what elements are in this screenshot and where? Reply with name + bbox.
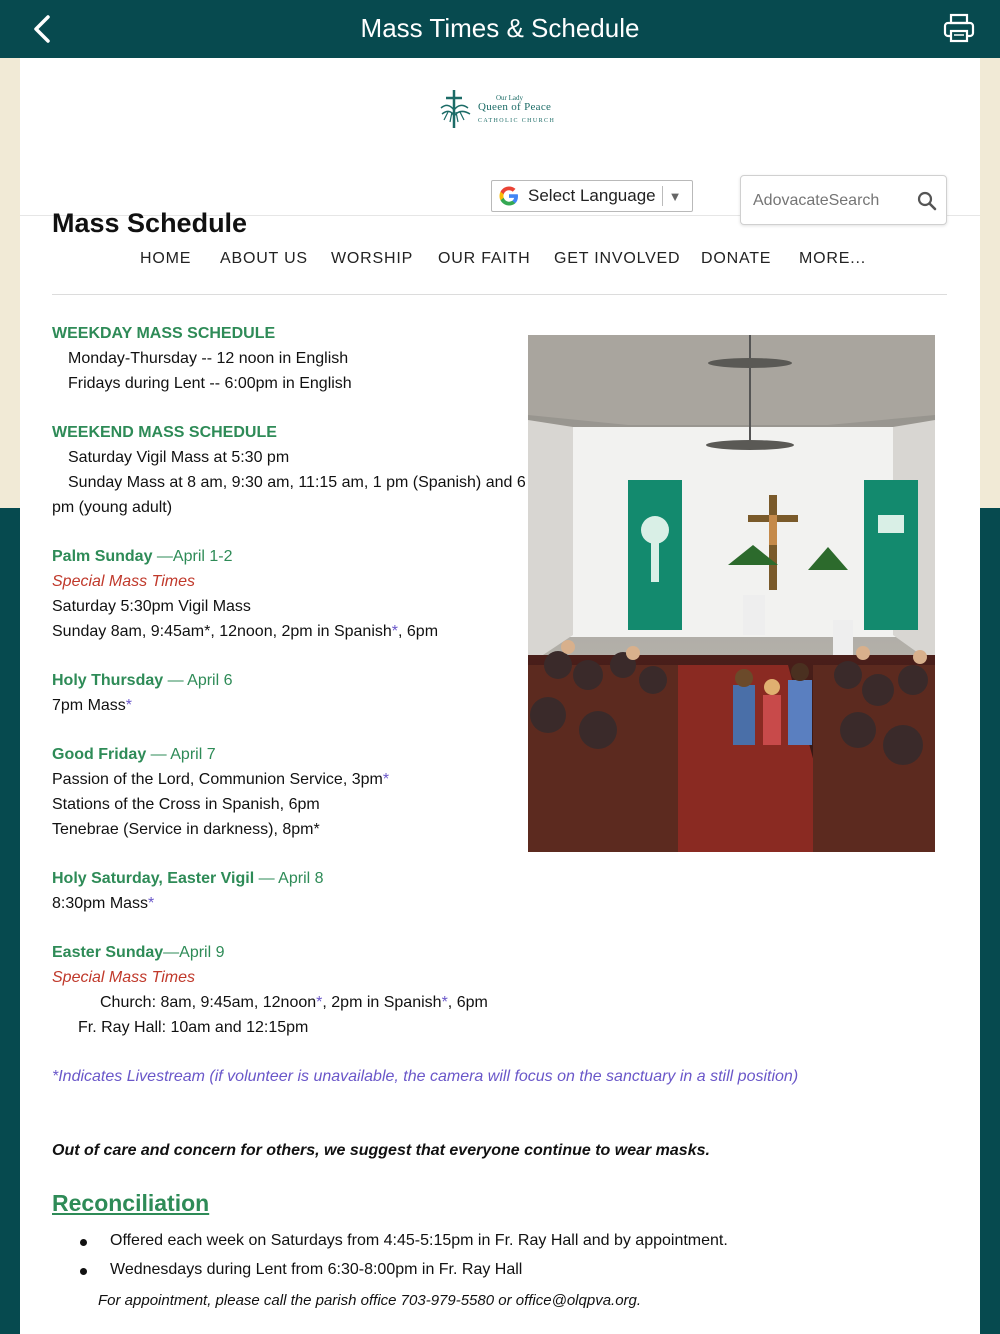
cross-logo-icon [438, 88, 478, 132]
app-header [0, 0, 1000, 58]
livestream-note: *Indicates Livestream (if volunteer is unavailable, the camera will focus on the sanctuary in a still position) [52, 1068, 799, 1085]
language-select[interactable] [491, 180, 693, 212]
holy-thursday-date: — April 6 [163, 672, 233, 689]
palm-sunday-date: —April 1-2 [152, 548, 233, 565]
reconciliation-heading[interactable]: Reconciliation [52, 1190, 210, 1216]
good-friday-title: Good Friday [52, 746, 147, 763]
main-nav [20, 250, 980, 274]
easter-special: Special Mass Times [52, 969, 196, 986]
palm-sunday-line-2a: Sunday 8am, 9:45am*, 12noon, 2pm in Spanish [52, 623, 392, 640]
easter-hall-line: Fr. Ray Hall: 10am and 12:15pm [78, 1019, 309, 1036]
good-friday-line-1 [52, 770, 389, 790]
holy-thursday-heading [52, 671, 233, 691]
reconciliation-item-text: Wednesdays during Lent from 6:30-8:00pm in Fr. Ray Hall [110, 1261, 523, 1278]
holy-thursday-line-1 [52, 696, 132, 716]
nav-home[interactable]: HOME [140, 250, 192, 267]
holy-saturday-title: Holy Saturday, Easter Vigil [52, 870, 255, 887]
nav-more[interactable]: MORE... [799, 250, 866, 267]
logo-line-3: CATHOLIC CHURCH [478, 118, 556, 124]
nav-worship[interactable]: WORSHIP [331, 250, 414, 267]
good-friday-heading [52, 745, 216, 765]
good-friday-line-2: Stations of the Cross in Spanish, 6pm [52, 796, 320, 813]
reconciliation-item-text: Offered each week on Saturdays from 4:45-5:15pm in Fr. Ray Hall and by appointment. [110, 1232, 728, 1249]
weekday-line-1: Monday-Thursday -- 12 noon in English [68, 350, 349, 367]
weekend-line-1: Saturday Vigil Mass at 5:30 pm [68, 449, 290, 466]
good-friday-service: Passion of the Lord, Communion Service, 3pm [52, 771, 383, 788]
holy-saturday-mass: 8:30pm Mass [52, 895, 149, 912]
holy-saturday-line-1 [52, 894, 154, 914]
church-logo[interactable] [438, 88, 568, 132]
easter-title: Easter Sunday [52, 944, 164, 961]
holy-saturday-heading [52, 869, 324, 889]
weekend-line-3: pm (young adult) [52, 499, 173, 516]
easter-church-c: , 6pm [447, 994, 488, 1011]
livestream-star: * [441, 994, 448, 1011]
reconciliation-item [82, 1232, 728, 1250]
appointment-note: For appointment, please call the parish office 703-979-5580 or office@olqpva.org. [98, 1292, 642, 1309]
reconciliation-item [82, 1261, 522, 1279]
holy-thursday-title: Holy Thursday [52, 672, 164, 689]
church-interior-photo [528, 335, 935, 852]
nav-donate[interactable]: DONATE [701, 250, 772, 267]
livestream-star: * [382, 771, 390, 788]
easter-heading [52, 943, 225, 963]
nav-get-involved[interactable]: GET INVOLVED [554, 250, 681, 267]
livestream-star: * [148, 895, 155, 912]
palm-sunday-title: Palm Sunday [52, 548, 153, 565]
weekend-heading: WEEKEND MASS SCHEDULE [52, 424, 277, 441]
palm-sunday-special: Special Mass Times [52, 573, 196, 590]
bullet [80, 1239, 87, 1246]
nav-divider [52, 294, 947, 295]
masks-note: Out of care and concern for others, we suggest that everyone continue to wear masks. [52, 1142, 710, 1159]
easter-church-line [100, 993, 488, 1013]
livestream-star: * [316, 994, 323, 1011]
palm-sunday-heading [52, 547, 233, 567]
search-icon[interactable] [916, 190, 938, 212]
app-title: Mass Times & Schedule [360, 13, 640, 43]
easter-church-b: , 2pm in Spanish [322, 994, 442, 1011]
google-g-icon [496, 183, 522, 209]
dropdown-arrow-icon: ▼ [668, 188, 682, 204]
easter-church-a: Church: 8am, 9:45am, 12noon [100, 994, 317, 1011]
search-input[interactable] [753, 188, 911, 214]
easter-date: —April 9 [163, 944, 225, 961]
holy-thursday-mass: 7pm Mass [52, 697, 126, 714]
printer-icon[interactable] [942, 11, 976, 45]
good-friday-date: — April 7 [146, 746, 216, 763]
web-page [20, 58, 980, 1334]
logo-line-2: Queen of Peace [478, 101, 552, 113]
bullet [80, 1268, 87, 1275]
weekday-heading: WEEKDAY MASS SCHEDULE [52, 325, 276, 342]
weekend-line-2: Sunday Mass at 8 am, 9:30 am, 11:15 am, 1 pm (Spanish) and 6 [68, 474, 526, 491]
palm-sunday-line-2 [52, 622, 438, 642]
nav-about-us[interactable]: ABOUT US [220, 250, 308, 267]
search-box [740, 175, 947, 225]
livestream-star: * [391, 623, 399, 640]
page-title: Mass Schedule [52, 208, 248, 238]
language-select-separator [662, 186, 663, 206]
nav-our-faith[interactable]: OUR FAITH [438, 250, 531, 267]
logo-line-1: Our Lady [496, 94, 524, 102]
palm-sunday-line-2b: , 6pm [398, 623, 439, 640]
palm-sunday-line-1: Saturday 5:30pm Vigil Mass [52, 598, 251, 615]
livestream-star: * [125, 697, 133, 714]
good-friday-line-3: Tenebrae (Service in darkness), 8pm* [52, 821, 320, 838]
holy-saturday-date: — April 8 [254, 870, 324, 887]
weekday-line-2: Fridays during Lent -- 6:00pm in English [68, 375, 352, 392]
language-select-label: Select Language [528, 186, 656, 205]
